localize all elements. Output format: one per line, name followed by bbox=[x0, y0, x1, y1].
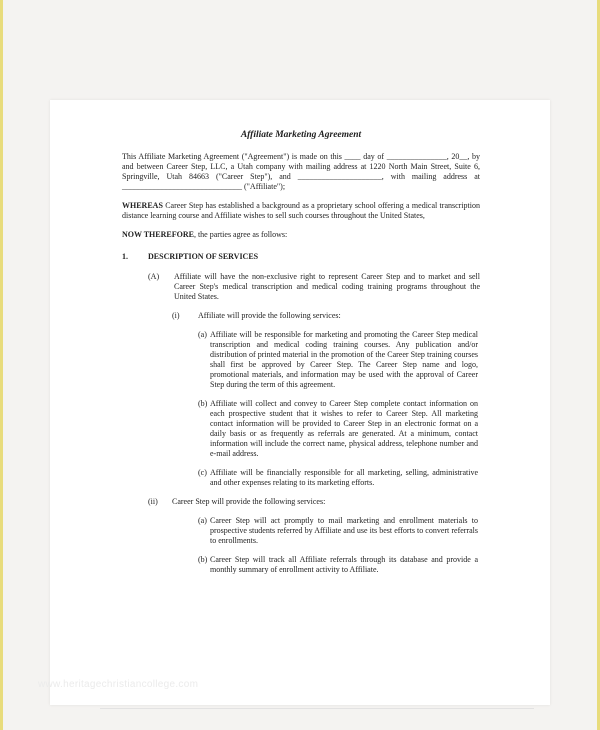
whereas-label: WHEREAS bbox=[122, 201, 163, 210]
now-therefore-text: , the parties agree as follows: bbox=[193, 230, 288, 239]
clause-ii-b bbox=[198, 555, 478, 575]
clause-ii bbox=[148, 497, 480, 507]
now-therefore-label: NOW THEREFORE bbox=[122, 230, 194, 239]
document-title: Affiliate Marketing Agreement bbox=[240, 130, 362, 140]
clause-i-a-text: Affiliate will be responsible for marketing and promoting the Career Step medical transcription and medical coding training courses. Any publication and/or distribution of printed material in the promotion of the Career Step training courses shall first be approved by Career Step. The Career Step name and logo, promotional materials, and information may be used with the approval of Career Step during the term of this agreement. bbox=[210, 330, 478, 389]
whereas-text: Career Step has established a background as a proprietary school offering a medical transcription distance learning course and Affiliate wishes to sell such courses throughout the United States, bbox=[122, 201, 480, 220]
watermark-text: www.heritagechristiancollege.com bbox=[38, 679, 199, 690]
clause-ii-text: Career Step will provide the following services: bbox=[172, 497, 326, 506]
clause-ii-a bbox=[198, 516, 478, 546]
clause-ii-a-text: Career Step will act promptly to mail marketing and enrollment materials to prospective students referred by Affiliate and use its best efforts to convert referrals to enrollments. bbox=[210, 516, 478, 545]
clause-a-text: Affiliate will have the non-exclusive right to represent Career Step and to market and sell Career Step's medical transcription and medical coding training programs throughout the United States. bbox=[174, 272, 480, 301]
clause-ii-a-label: (a) bbox=[198, 516, 207, 525]
clause-a-label: (A) bbox=[148, 272, 160, 281]
whereas-paragraph bbox=[122, 201, 480, 221]
document-body bbox=[122, 130, 480, 584]
clause-i bbox=[172, 311, 480, 321]
clause-i-b bbox=[198, 399, 478, 459]
clause-i-a-label: (a) bbox=[198, 330, 207, 339]
clause-a bbox=[148, 272, 480, 302]
clause-i-label: (i) bbox=[172, 311, 180, 320]
section-title: DESCRIPTION OF SERVICES bbox=[148, 252, 259, 261]
clause-i-b-text: Affiliate will collect and convey to Career Step complete contact information on each prospective student that it wishes to refer to Career Step. All marketing contact information will be provided to Career Step in an electronic format on a daily basis or as frequently as referrals are generated. At a minimum, contact information will include the correct name, physical address, telephone number and e-mail address. bbox=[210, 399, 478, 458]
page-break-divider bbox=[100, 708, 534, 709]
document-page bbox=[50, 100, 550, 705]
section-heading bbox=[122, 252, 480, 262]
clause-i-c-label: (c) bbox=[198, 468, 207, 477]
clause-ii-label: (ii) bbox=[148, 497, 158, 506]
clause-i-c-text: Affiliate will be financially responsible for all marketing, selling, administrative and other expenses relating to its marketing efforts. bbox=[210, 468, 478, 487]
section-number: 1. bbox=[122, 252, 128, 261]
clause-ii-b-label: (b) bbox=[198, 555, 208, 564]
clause-i-c bbox=[198, 468, 478, 488]
intro-paragraph: This Affiliate Marketing Agreement ("Agreement") is made on this ____ day of _______________, 20__, by and between Career Step, LLC, a Utah company with mailing address at 1220 North Main Street, Suite 6, Springville, Utah 84663 ("Career Step"), and _____________________, with mailing address at ______________________________ ("Affiliate"); bbox=[122, 152, 480, 191]
now-therefore-paragraph bbox=[122, 230, 480, 240]
clause-i-b-label: (b) bbox=[198, 399, 208, 408]
clause-ii-b-text: Career Step will track all Affiliate referrals through its database and provide a monthly summary of enrollment activity to Affiliate. bbox=[210, 555, 478, 574]
clause-i-a bbox=[198, 330, 478, 390]
clause-i-text: Affiliate will provide the following services: bbox=[198, 311, 341, 320]
